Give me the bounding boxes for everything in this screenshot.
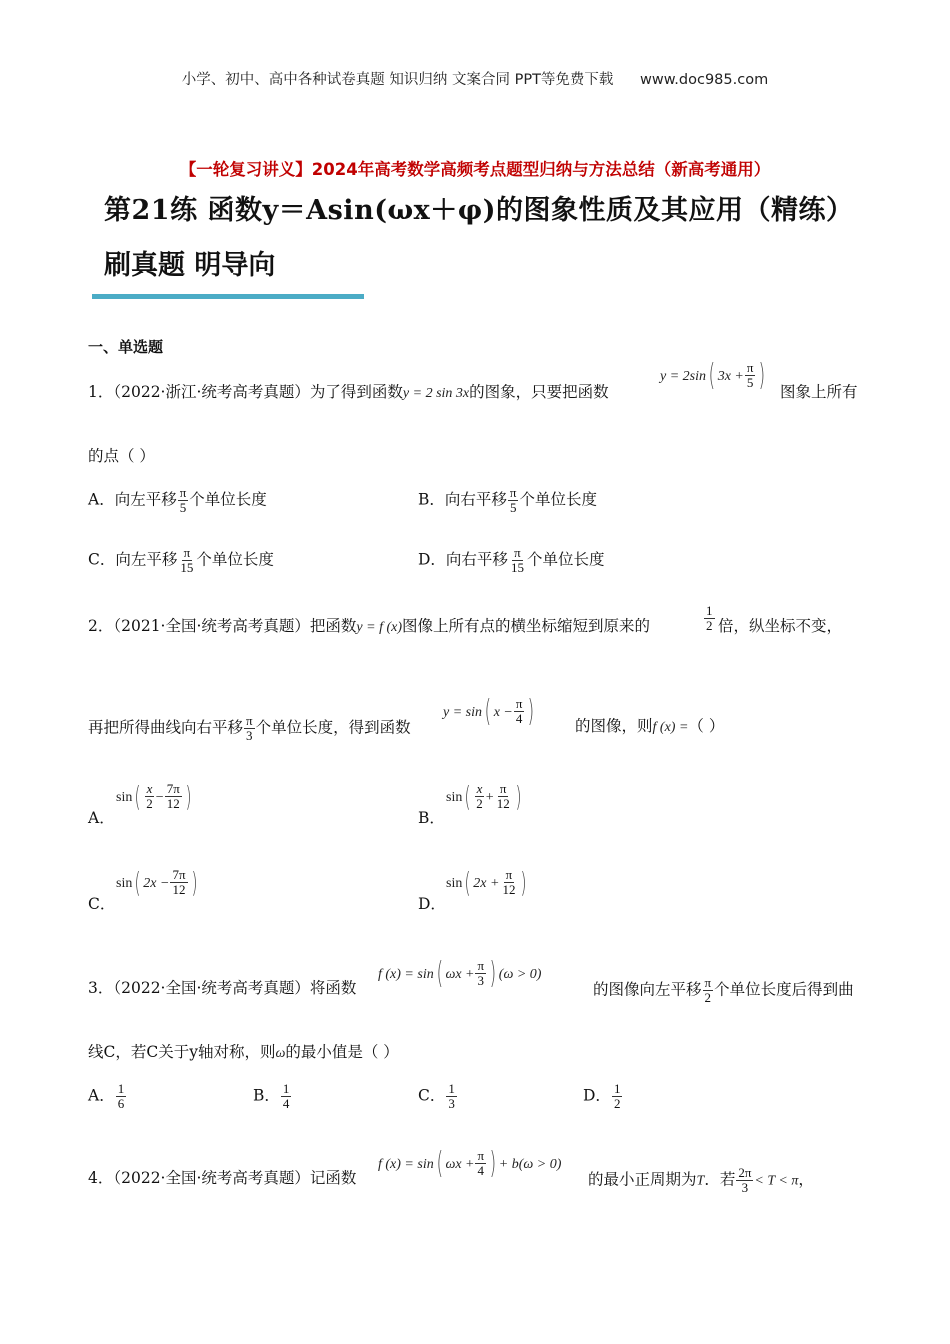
title-underline [92,294,364,299]
q2-option-b-label[interactable]: B． [418,809,445,827]
frac-num: π [183,545,191,560]
frac-num: x [476,781,483,796]
q3-option-c[interactable] [418,1082,458,1111]
frac-den: 15 [510,560,524,575]
frac-num: 7π [166,781,180,796]
q1-f2-a: y = 2sin [660,369,706,384]
option-frac [612,1082,623,1111]
option-text: 个单位长度 [519,490,597,509]
expr: 2x − [143,876,170,891]
frac-num: π [477,1148,485,1163]
question-4-line-1-end [588,1166,814,1195]
option-label: C． [418,1086,446,1105]
q1-option-c[interactable] [88,546,274,575]
q2-formula-2 [443,694,537,729]
frac-den: 12 [496,796,510,811]
q3-mid: 的图像向左平移 [593,980,702,999]
option-text: 个单位长度 [196,550,274,569]
frac-num: 1 [706,603,713,618]
left-paren: ( [436,956,443,991]
q1-formula-2 [660,358,768,393]
left-paren: ( [134,780,141,813]
option-frac [509,546,526,575]
q4-T: T [696,1173,705,1189]
q2-suffix: 倍，纵坐标不变， [718,617,843,635]
option-text: 个单位长度 [526,550,605,569]
q3-shift-frac [703,976,714,1005]
operator: − [155,790,164,805]
frac-den: 2 [476,796,483,811]
option-text: B．向右平移 [418,490,507,509]
q4-end: ， [798,1170,814,1189]
right-paren: ) [520,866,527,899]
q2-line2-paren: （ ） [688,717,725,735]
left-paren: ( [436,1146,443,1181]
question-3-prefix: 3．（2022·全国·统考高考真题）将函数 [88,979,357,997]
q2-option-d[interactable] [446,866,529,899]
q2-line2-end [575,714,724,736]
frac-den: 2 [146,796,153,811]
frac-num: π [509,485,517,500]
frac [144,782,155,811]
q2-half-frac [703,604,716,633]
frac-den: 5 [179,500,187,515]
right-paren: ) [759,358,766,393]
expr: 2x + [473,876,500,891]
frac-num: π [499,781,507,796]
q3-formula [378,956,541,991]
option-frac [178,546,195,575]
q2-formula-3: f (x) = [652,720,689,735]
frac-num: π [505,867,513,882]
question-1-line-2: 的点（ ） [88,447,155,465]
right-paren: ) [489,956,497,991]
question-2-line-2 [88,714,411,743]
q2-shift-frac [244,714,255,743]
frac-num: 1 [282,1081,290,1096]
q1-option-a[interactable] [88,486,267,515]
option-frac [281,1082,292,1111]
option-label: B． [253,1086,280,1105]
frac [500,868,517,897]
q2-option-b[interactable] [446,780,524,813]
right-paren: ) [489,1146,497,1181]
question-1-line-1 [88,380,609,402]
q2-f2-frac [514,697,525,726]
q1-f2-b: 3x + [717,369,744,384]
frac-den: 15 [180,560,194,575]
frac-den: 5 [509,500,517,515]
question-3-line-1-end [593,976,854,1005]
frac-num: x [146,781,153,796]
q3-f-c: (ω > 0) [498,967,542,982]
q2-line2-mid2: 的图像，则 [575,717,653,735]
q1-prefix: 1．（2022·浙江·统考高考真题）为了得到函数 [88,383,403,401]
frac-num: π [246,713,253,728]
site-text: 小学、初中、高中各种试卷真题 知识归纳 文案合同 PPT等免费下载 [181,72,614,88]
frac-den: 4 [515,711,523,726]
left-paren: ( [484,694,492,729]
right-paren: ) [515,780,522,813]
option-label: D． [583,1086,611,1105]
frac-den: 2 [613,1096,621,1111]
q2-formula-1: y = f (x) [356,620,403,635]
frac-num: 2π [738,1165,752,1180]
frac-den: 2 [704,990,712,1005]
option-text: C．向左平移 [88,550,178,569]
q3-f-a: f (x) = sin [378,967,434,982]
site-banner [0,68,950,89]
sin-text: sin [446,790,463,805]
frac-num: 1 [448,1081,455,1096]
q1-formula-1: y = 2 sin 3x [402,386,470,401]
section-heading: 一、单选题 [88,338,164,356]
frac-num: π [515,696,523,711]
frac-den: 4 [477,1163,485,1178]
q4-mid: 的最小正周期为 [588,1170,697,1189]
frac [704,604,715,633]
q1-mid: 的图象，只要把函数 [469,383,609,401]
frac [495,782,512,811]
frac [474,782,485,811]
option-frac [178,486,189,515]
sin-text: sin [116,790,133,805]
question-3-line-2 [88,1040,399,1062]
frac-den: 12 [166,796,180,811]
option-frac [446,1082,457,1111]
frac-den: 6 [117,1096,125,1111]
series-title: 【一轮复习讲义】2024年高考数学高频考点题型归纳与方法总结（新高考通用） [179,160,771,179]
option-frac [116,1082,127,1111]
q4-f-c: + b(ω > 0) [498,1157,562,1172]
q4-cond-frac [736,1166,753,1195]
frac-den: 3 [448,1096,455,1111]
q2-mid: 图像上所有点的横坐标缩短到原来的 [402,617,651,635]
frac-den: 12 [172,882,186,897]
option-label: A． [88,1086,115,1105]
q4-f-frac [475,1149,486,1178]
frac-den: 3 [741,1180,749,1195]
question-2-line-1 [88,614,650,636]
q1-suffix: 图象上所有 [780,383,858,401]
q3-line2-end: 的最小值是（ ） [285,1043,399,1061]
q2-option-c-label[interactable]: C． [88,895,116,913]
q4-formula [378,1146,561,1181]
frac-den: 3 [246,728,253,743]
q1-f2-frac [745,361,756,390]
frac-num: 1 [613,1081,621,1096]
frac-num: 7π [172,867,186,882]
right-paren: ) [190,866,198,899]
q2-prefix: 2．（2021·全国·统考高考真题）把函数 [88,617,357,635]
q3-option-a[interactable] [88,1082,127,1111]
page-title: 第21练 函数y＝Asin(ωx＋φ)的图象性质及其应用（精练） [104,195,854,226]
q1-option-b[interactable] [418,486,597,515]
q3-suffix: 个单位长度后得到曲 [714,980,854,999]
q3-line2: 线C，若C关于y轴对称，则 [88,1043,276,1061]
right-paren: ) [185,780,192,813]
option-text: D．向右平移 [418,550,508,569]
q2-option-d-label[interactable]: D． [418,895,446,913]
q2-line2-mid: 个单位长度，得到函数 [255,718,411,737]
frac-den: 4 [282,1096,290,1111]
option-text: A．向左平移 [88,490,177,509]
q3-option-d[interactable] [583,1082,623,1111]
frac-den: 12 [502,882,516,897]
frac-num: π [179,485,187,500]
frac-den: 3 [477,973,485,988]
q2-f2-b: x − [493,705,513,720]
q4-mid2: ．若 [704,1170,736,1189]
frac-num: π [514,545,521,560]
right-paren: ) [528,694,535,729]
frac-num: π [704,975,712,990]
site-url[interactable]: www.doc985.com [640,72,769,88]
q2-option-c[interactable] [116,866,199,899]
left-paren: ( [464,866,471,899]
sin-text: sin [116,876,133,891]
q4-f-b: ωx + [445,1157,475,1172]
frac-num: π [746,360,754,375]
q3-f-frac [475,959,486,988]
option-frac [508,486,519,515]
sin-text: sin [446,876,463,891]
q4-cond: < T < π [754,1173,799,1189]
option-text: 个单位长度 [189,490,267,509]
question-4-prefix: 4．（2022·全国·统考高考真题）记函数 [88,1169,357,1187]
frac-num: π [477,958,485,973]
left-paren: ( [464,780,471,813]
page-subtitle: 刷真题 明导向 [104,250,276,281]
q2-option-a-label[interactable]: A． [88,809,115,827]
frac-num: 1 [117,1081,125,1096]
q2-f2-a: y = sin [443,705,482,720]
frac-den: 5 [746,375,754,390]
operator: + [485,790,494,805]
q3-f-b: ωx + [445,967,475,982]
q2-line2-pre: 再把所得曲线向右平移 [88,718,244,737]
left-paren: ( [708,358,716,393]
q3-omega: ω [275,1046,286,1061]
left-paren: ( [134,866,141,899]
frac-den: 2 [706,618,713,633]
frac [165,782,182,811]
q2-option-a[interactable] [116,780,194,813]
q3-option-b[interactable] [253,1082,292,1111]
frac [170,868,187,897]
q1-option-d[interactable] [418,546,604,575]
q4-f-a: f (x) = sin [378,1157,434,1172]
